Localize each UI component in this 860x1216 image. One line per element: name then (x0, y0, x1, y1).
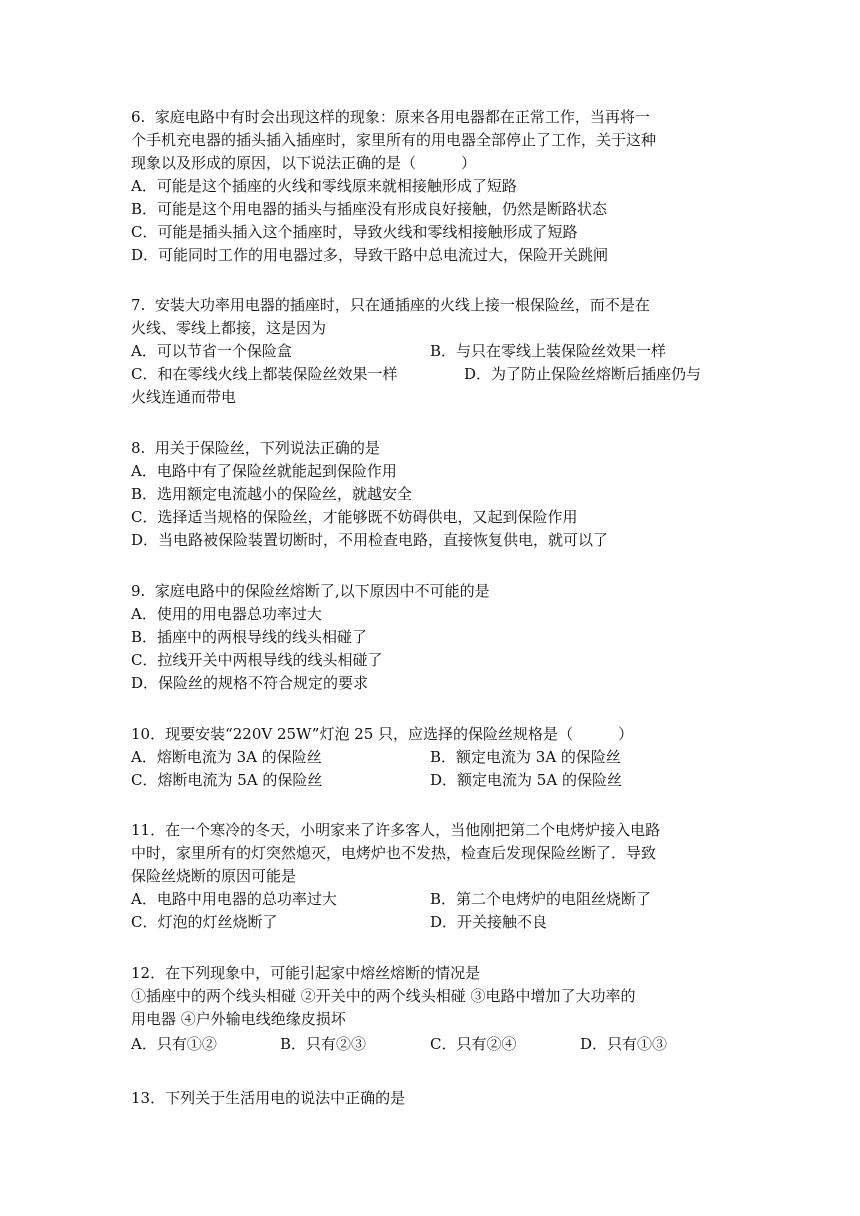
q11-option-c: C．灯泡的灯丝烧断了 (131, 913, 278, 931)
q8-stem-line1: 8. 用关于保险丝，下列说法正确的是 (131, 439, 380, 457)
q9-option-a: A．使用的用电器总功率过大 (131, 605, 322, 623)
q10-option-c: C．熔断电流为 5A 的保险丝 (131, 771, 323, 789)
q8-option-b: B．选用额定电流越小的保险丝，就越安全 (131, 485, 413, 503)
q6-stem-line2: 个手机充电器的插头插入插座时，家里所有的用电器全部停止了工作，关于这种 (131, 131, 657, 149)
q7-option-b: B．与只在零线上装保险丝效果一样 (430, 342, 667, 360)
q8-option-a: A．电路中有了保险丝就能起到保险作用 (131, 462, 397, 480)
q9-option-b: B．插座中的两根导线的线头相碰了 (131, 628, 368, 646)
q8-option-d: D．当电路被保险装置切断时，不用检查电路，直接恢复供电，就可以了 (131, 531, 609, 549)
q11-option-d: D．开关接触不良 (430, 913, 548, 931)
q11-option-b: B．第二个电烤炉的电阻丝烧断了 (430, 890, 652, 908)
q9-stem-line1: 9. 家庭电路中的保险丝熔断了,以下原因中不可能的是 (131, 582, 490, 600)
q7-stem-line1: 7. 安装大功率用电器的插座时，只在通插座的火线上接一根保险丝，而不是在 (131, 296, 650, 314)
q9-option-d: D．保险丝的规格不符合规定的要求 (131, 674, 369, 692)
q7-option-d-cont: 火线连通而带电 (131, 388, 237, 406)
q8-option-c: C．选择适当规格的保险丝，才能够既不妨碍供电，又起到保险作用 (131, 508, 578, 526)
q7-option-a: A．可以节省一个保险盒 (131, 342, 292, 360)
q12-stem-line1: 12．在下列现象中，可能引起家中熔丝熔断的情况是 (131, 964, 481, 982)
q11-stem-line3: 保险丝烧断的原因可能是 (131, 867, 297, 885)
q6-option-d: D．可能同时工作的用电器过多，导致干路中总电流过大，保险开关跳闸 (131, 246, 609, 264)
q10-option-a: A．熔断电流为 3A 的保险丝 (131, 748, 322, 766)
q13-stem-line1: 13．下列关于生活用电的说法中正确的是 (131, 1089, 406, 1107)
q11-option-a: A．电路中用电器的总功率过大 (131, 890, 337, 908)
q6-stem-line1: 6. 家庭电路中有时会出现这样的现象：原来各用电器都在正常工作，当再将一 (131, 108, 650, 126)
q12-option-b: B．只有②③ (280, 1035, 367, 1053)
q6-option-a: A．可能是这个插座的火线和零线原来就相接触形成了短路 (131, 177, 517, 195)
q7-option-d: D．为了防止保险丝熔断后插座仍与 (464, 365, 702, 383)
q10-stem-line1: 10．现要安装“220V 25W”灯泡 25 只，应选择的保险丝规格是（ ） (131, 725, 634, 743)
q12-stem-line2: ①插座中的两个线头相碰 ②开关中的两个线头相碰 ③电路中增加了大功率的 (131, 987, 636, 1005)
q6-option-b: B．可能是这个用电器的插头与插座没有形成良好接触，仍然是断路状态 (131, 200, 608, 218)
q12-option-a: A．只有①② (131, 1035, 217, 1053)
q12-stem-line3: 用电器 ④户外输电线绝缘皮损坏 (131, 1010, 346, 1028)
q6-stem-line3: 现象以及形成的原因，以下说法正确的是（ ） (131, 154, 477, 172)
q11-stem-line1: 11．在一个寒冷的冬天，小明家来了许多客人，当他刚把第二个电烤炉接入电路 (131, 821, 661, 839)
q12-option-c: C．只有②④ (430, 1035, 517, 1053)
q7-stem-line2: 火线、零线上都接，这是因为 (131, 319, 327, 337)
q6-option-c: C．可能是插头插入这个插座时，导致火线和零线相接触形成了短路 (131, 223, 578, 241)
q12-option-d: D．只有①③ (580, 1035, 668, 1053)
q11-stem-line2: 中时，家里所有的灯突然熄灭，电烤炉也不发热，检查后发现保险丝断了．导致 (131, 844, 657, 862)
q9-option-c: C．拉线开关中两根导线的线头相碰了 (131, 651, 383, 669)
q7-option-c: C．和在零线火线上都装保险丝效果一样 (131, 365, 398, 383)
q10-option-d: D．额定电流为 5A 的保险丝 (430, 771, 622, 789)
q10-option-b: B．额定电流为 3A 的保险丝 (430, 748, 621, 766)
